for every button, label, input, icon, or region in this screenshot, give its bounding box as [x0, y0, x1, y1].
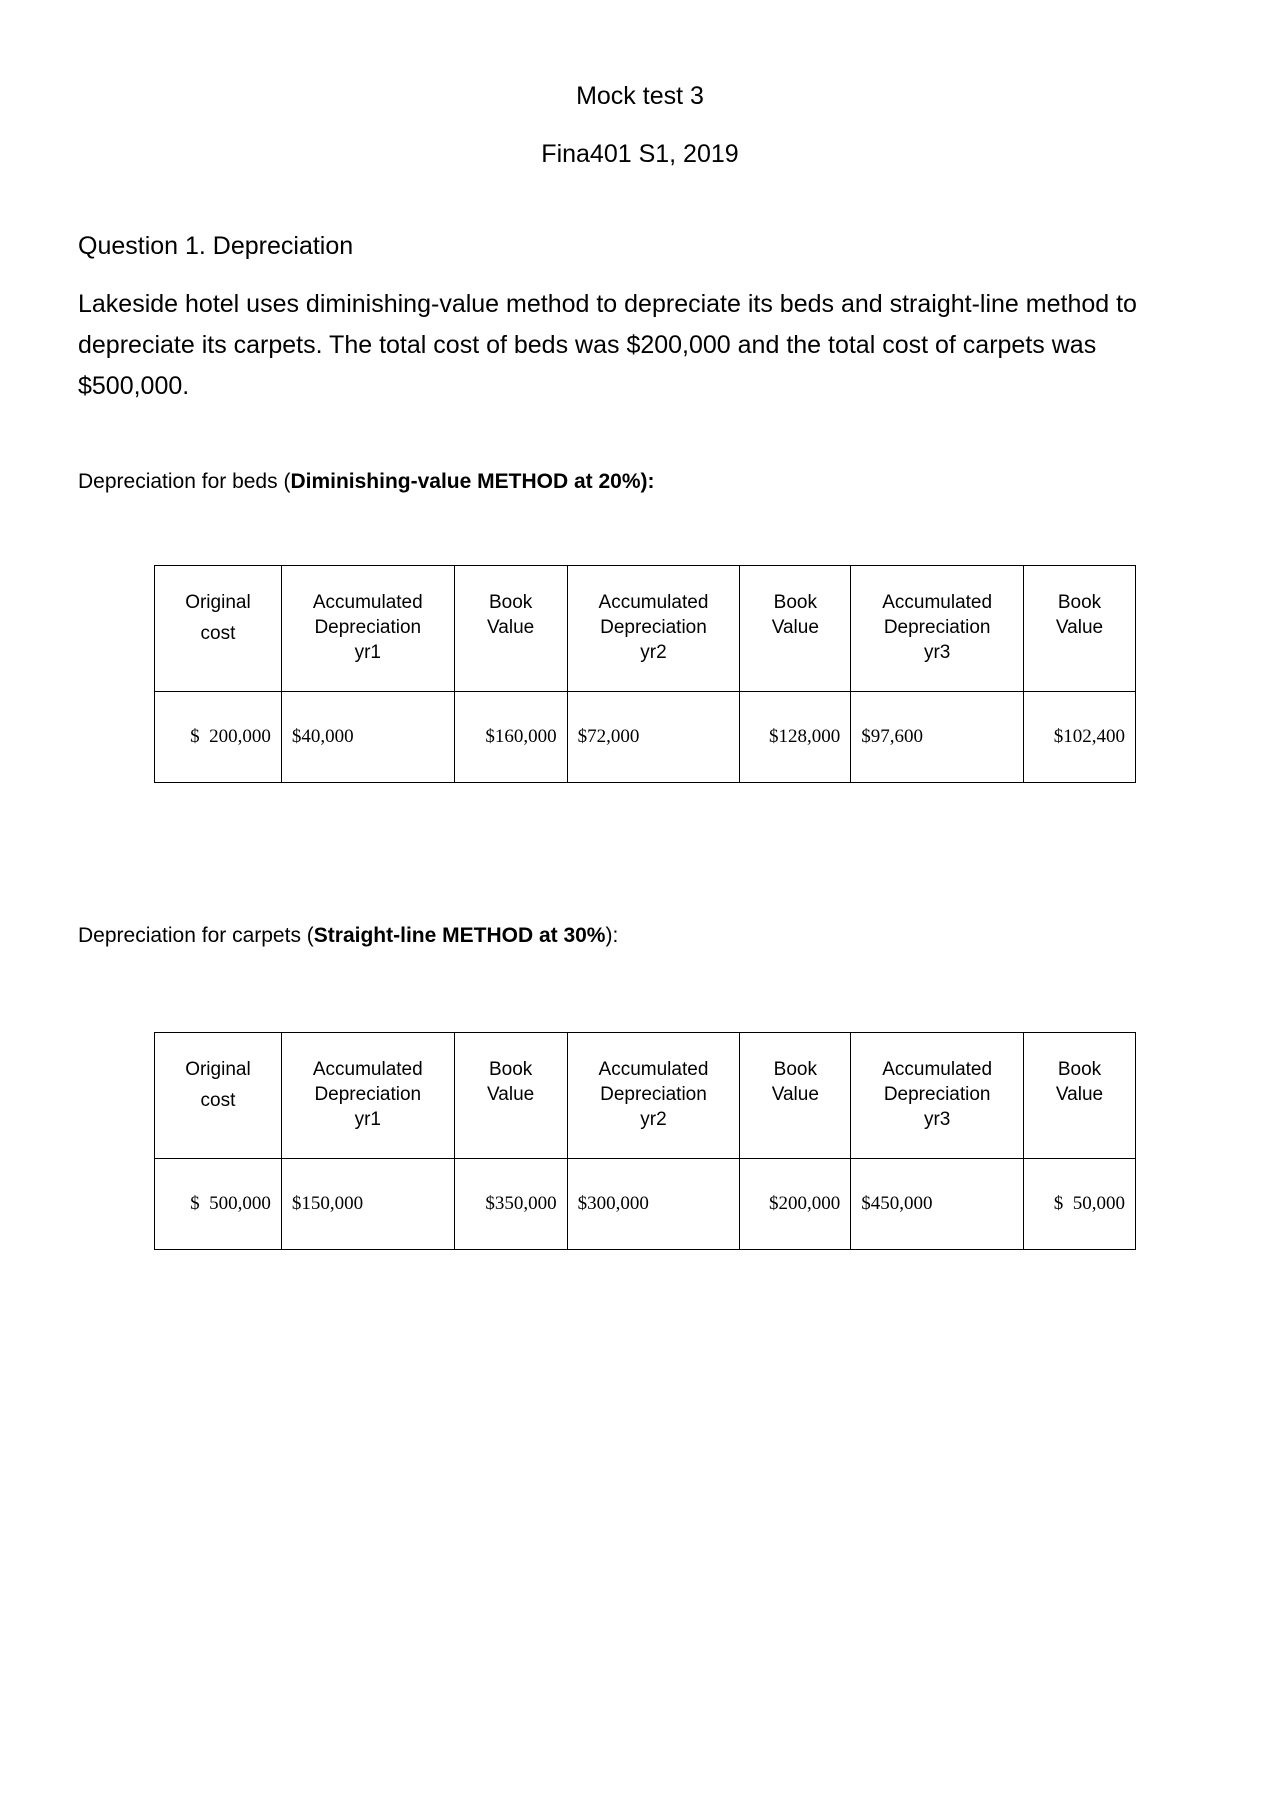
header-line: Book: [488, 592, 533, 613]
column-header: [1024, 566, 1136, 692]
header-line: Accumulated: [882, 1059, 993, 1080]
column-header: [155, 566, 282, 692]
column-header: [567, 566, 740, 692]
label-suffix: ):: [605, 924, 619, 947]
table-cell: $ 50,000: [1024, 1159, 1136, 1250]
header-line: Book: [488, 1059, 533, 1080]
label-prefix: Depreciation for carpets (: [78, 924, 314, 947]
table-cell: $128,000: [740, 692, 851, 783]
header-line: Accumulated: [598, 1059, 709, 1080]
label-method: Diminishing-value METHOD at 20%):: [290, 470, 655, 493]
column-header: [1024, 1033, 1136, 1159]
header-line: Depreciation: [600, 1084, 707, 1105]
column-header: [851, 566, 1024, 692]
column-header: [454, 1033, 567, 1159]
table-cell: $160,000: [454, 692, 567, 783]
header-line: cost: [200, 1090, 236, 1111]
question-text: Lakeside hotel uses diminishing-value method to depreciate its beds and straight-line method to depreciate its carpets. The total cost of beds was $200,000 and the total cost of carpets was $500,000.: [78, 290, 1137, 400]
table-cell: $72,000: [567, 692, 740, 783]
carpets-depreciation-table: [154, 1032, 1136, 1250]
header-line: Accumulated: [312, 1059, 423, 1080]
column-header: [851, 1033, 1024, 1159]
table-cell: $ 500,000: [155, 1159, 282, 1250]
beds-label: [78, 470, 655, 494]
header-line: Value: [771, 617, 819, 638]
header-line: yr3: [923, 1109, 951, 1130]
column-header: [281, 1033, 454, 1159]
beds-depreciation-table: [154, 565, 1136, 783]
header-line: cost: [200, 623, 236, 644]
label-method: Straight-line METHOD at 30%: [313, 924, 606, 947]
table-cell: $40,000: [281, 692, 454, 783]
header-line: Book: [773, 592, 817, 613]
table-cell: $350,000: [454, 1159, 567, 1250]
header-row: [155, 566, 1136, 692]
header-line: Depreciation: [600, 617, 707, 638]
table-cell: $150,000: [281, 1159, 454, 1250]
header-line: yr1: [354, 642, 381, 663]
header-line: Book: [1057, 1059, 1102, 1080]
header-line: yr2: [640, 642, 667, 663]
header-line: yr1: [354, 1109, 381, 1130]
column-header: [567, 1033, 740, 1159]
doc-title: Mock test 3: [576, 82, 704, 110]
header-line: Depreciation: [314, 617, 422, 638]
header-line: Depreciation: [883, 1084, 991, 1105]
table-cell: $200,000: [740, 1159, 851, 1250]
table-row: [155, 1159, 1136, 1250]
carpets-label: [78, 924, 618, 948]
column-header: [281, 566, 454, 692]
column-header: [155, 1033, 282, 1159]
column-header: [740, 566, 851, 692]
header-line: Book: [773, 1059, 817, 1080]
table-cell: $450,000: [851, 1159, 1024, 1250]
header-line: Value: [1055, 617, 1104, 638]
label-prefix: Depreciation for beds (: [78, 470, 291, 493]
question-heading: Question 1. Depreciation: [78, 232, 354, 260]
header-row: [155, 1033, 1136, 1159]
header-line: Value: [487, 1084, 535, 1105]
header-line: Accumulated: [882, 592, 993, 613]
column-header: [454, 566, 567, 692]
header-line: Original: [185, 1059, 251, 1080]
table-cell: $97,600: [851, 692, 1024, 783]
header-line: yr2: [640, 1109, 667, 1130]
header-line: Book: [1057, 592, 1102, 613]
header-line: Value: [771, 1084, 819, 1105]
header-line: Depreciation: [883, 617, 991, 638]
doc-subtitle: Fina401 S1, 2019: [541, 140, 739, 168]
header-line: Depreciation: [314, 1084, 422, 1105]
table-row: [155, 692, 1136, 783]
table-cell: $102,400: [1024, 692, 1136, 783]
table-cell: $300,000: [567, 1159, 740, 1250]
header-line: Accumulated: [598, 592, 709, 613]
header-line: Value: [487, 617, 535, 638]
header-line: Accumulated: [312, 592, 423, 613]
column-header: [740, 1033, 851, 1159]
header-line: Original: [185, 592, 251, 613]
header-line: Value: [1055, 1084, 1104, 1105]
header-line: yr3: [923, 642, 951, 663]
table-cell: $ 200,000: [155, 692, 282, 783]
